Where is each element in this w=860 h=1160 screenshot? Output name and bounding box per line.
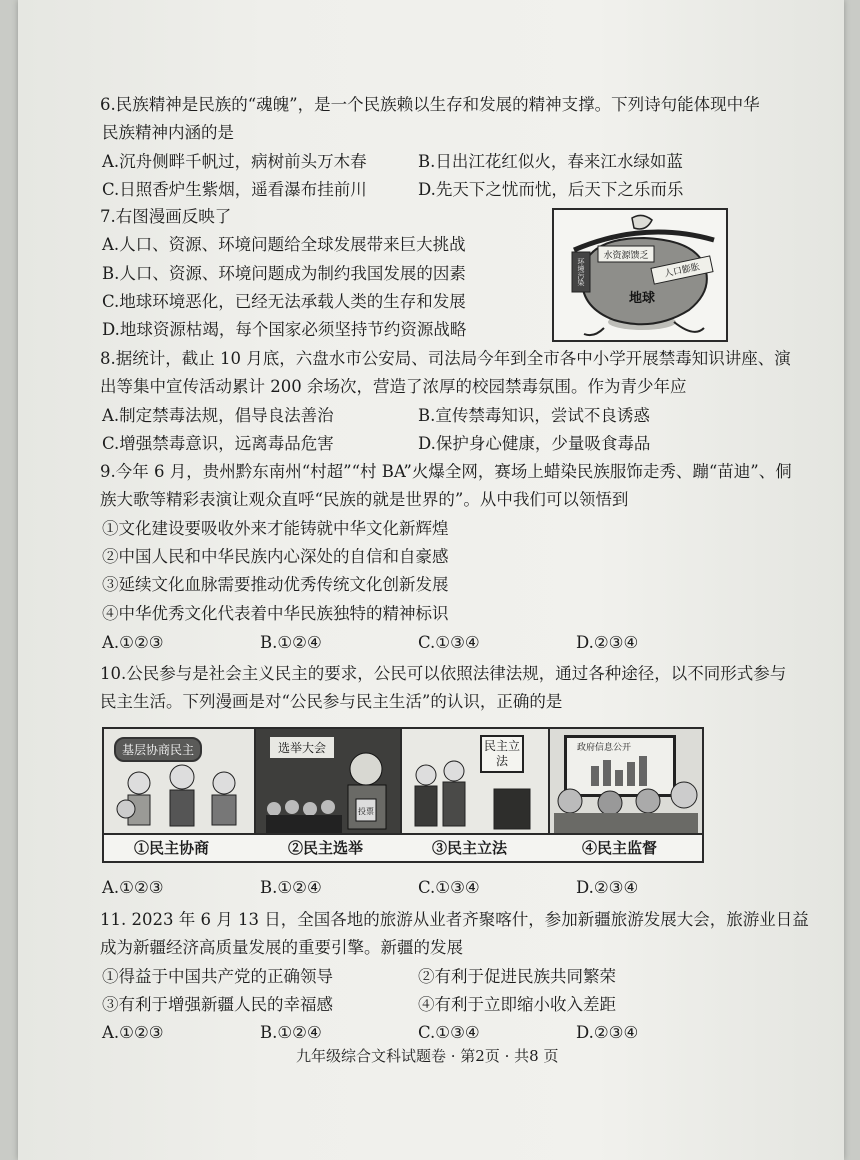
supervision-people-drawing [550,729,702,833]
q6-option-b: B.日出江花红似火，春来江水绿如蓝 [418,152,683,171]
q11-option-c: C.①③④ [418,1023,480,1042]
q6-option-c: C.日照香炉生紫烟，遥看瀑布挂前川 [102,180,367,199]
panel-election-badge: 投票 [358,807,374,816]
q11-option-d: D.②③④ [576,1023,639,1042]
cartoon-label-population: 人口膨胀 [663,262,701,280]
cartoon-label-left: 环境污染 [577,258,585,286]
q11-statement-1: ①得益于中国共产党的正确领导 [102,967,333,986]
q9-statement-4: ④中华优秀文化代表着中华民族独特的精神标识 [102,604,449,623]
panel-consultation-sign: 基层协商民主 [114,737,202,762]
q10-stem-line2: 民主生活。下列漫画是对“公民参与民主生活”的认识，正确的是 [100,692,563,711]
panel-supervision-sign: 政府信息公开 [577,743,632,753]
q7-option-b: B.人口、资源、环境问题成为制约我国发展的因素 [102,264,466,283]
q9-option-c: C.①③④ [418,633,480,652]
q6-stem-line1: 6.民族精神是民族的“魂魄”，是一个民族赖以生存和发展的精神支撑。下列诗句能体现中华 [100,95,760,114]
cartoon-label-water: 水资源馈乏 [603,251,649,261]
earth-cartoon-drawing [554,210,726,340]
earth-cartoon [552,208,728,342]
panel-legislation [402,729,550,833]
election-drawing [256,729,402,833]
democracy-cartoon-strip [102,727,704,863]
caption-divider [104,833,702,835]
q8-option-a: A.制定禁毒法规，倡导良法善治 [102,406,334,425]
q8-option-b: B.宣传禁毒知识，尝试不良诱惑 [418,406,650,425]
panel-supervision [550,729,702,833]
q11-statement-3: ③有利于增强新疆人民的幸福感 [102,995,333,1014]
legislation-drawing [402,729,550,833]
consultation-people-drawing [104,729,256,833]
q11-stem-line1: 11. 2023 年 6 月 13 日，全国各地的旅游从业者齐聚喀什，参加新疆旅游发展大会，旅游业日益 [100,910,809,929]
panel-election-sign: 选举大会 [270,737,334,758]
q9-stem-line2: 族大歌等精彩表演让观众直呼“民族的就是世界的”。从中我们可以领悟到 [100,490,629,509]
q10-option-b: B.①②④ [260,878,322,897]
q8-stem-line1: 8.据统计，截止 10 月底，六盘水市公安局、司法局今年到全市各中小学开展禁毒知识讲座、演 [100,349,791,368]
q6-option-d: D.先天下之忧而忧，后天下之乐而乐 [418,180,684,199]
panel-caption-election: ②民主选举 [288,839,364,857]
q7-stem: 7.右图漫画反映了 [100,207,232,226]
q8-option-d: D.保护身心健康，少量吸食毒品 [418,434,651,453]
q9-statement-2: ②中国人民和中华民族内心深处的自信和自豪感 [102,547,449,566]
q9-stem-line1: 9.今年 6 月，贵州黔东南州“村超”“村 BA”火爆全网，赛场上蜡染民族服饰走秀、蹦“苗迪”、侗 [100,462,792,481]
cartoon-label-earth: 地球 [628,291,656,306]
q6-option-a: A.沉舟侧畔千帆过，病树前头万木春 [102,152,367,171]
panel-caption-legislation: ③民主立法 [432,839,508,857]
q10-option-a: A.①②③ [102,878,164,897]
q7-option-d: D.地球资源枯竭，每个国家必须坚持节约资源战略 [102,320,467,339]
q9-statement-1: ①文化建设要吸收外来才能铸就中华文化新辉煌 [102,519,449,538]
q11-stem-line2: 成为新疆经济高质量发展的重要引擎。新疆的发展 [100,938,463,957]
panel-caption-supervision: ④民主监督 [582,839,658,857]
q11-statement-2: ②有利于促进民族共同繁荣 [418,967,616,986]
q6-stem-line2: 民族精神内涵的是 [102,123,234,142]
q7-option-c: C.地球环境恶化，已经无法承载人类的生存和发展 [102,292,466,311]
panel-caption-consultation: ①民主协商 [134,839,210,857]
panel-election [256,729,402,833]
q11-statement-4: ④有利于立即缩小收入差距 [418,995,616,1014]
q11-option-b: B.①②④ [260,1023,322,1042]
q8-stem-line2: 出等集中宣传活动累计 200 余场次，营造了浓厚的校园禁毒氛围。作为青少年应 [100,377,687,396]
q9-option-a: A.①②③ [102,633,164,652]
q9-option-d: D.②③④ [576,633,639,652]
q10-stem-line1: 10.公民参与是社会主义民主的要求，公民可以依照法律法规，通过各种途径，以不同形式参与 [100,664,787,683]
q8-option-c: C.增强禁毒意识，远离毒品危害 [102,434,334,453]
q10-option-d: D.②③④ [576,878,639,897]
q11-option-a: A.①②③ [102,1023,164,1042]
page-footer: 九年级综合文科试题卷 · 第2页 · 共8 页 [296,1047,559,1065]
q9-statement-3: ③延续文化血脉需要推动优秀传统文化创新发展 [102,575,449,594]
panel-consultation [104,729,256,833]
q9-option-b: B.①②④ [260,633,322,652]
q10-option-c: C.①③④ [418,878,480,897]
panel-legislation-sign: 民主立法 [480,735,524,773]
q7-option-a: A.人口、资源、环境问题给全球发展带来巨大挑战 [102,235,466,254]
